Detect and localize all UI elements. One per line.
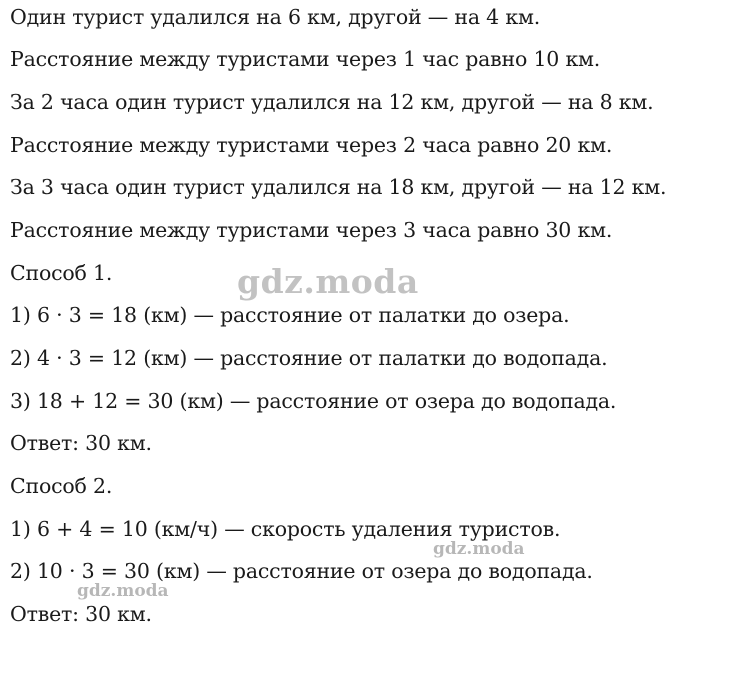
answer-line: Ответ: 30 км. — [10, 602, 152, 626]
solution-step: 1) 6 + 4 = 10 (км/ч) — скорость удаления туристов. — [10, 517, 561, 541]
text-line: Расстояние между туристами через 1 час равно 10 км. — [10, 47, 601, 71]
answer-line: Ответ: 30 км. — [10, 431, 152, 455]
solution-step: 2) 4 · 3 = 12 (км) — расстояние от палатки до водопада. — [10, 346, 608, 370]
method-heading: Способ 2. — [10, 474, 113, 498]
solution-step: 3) 18 + 12 = 30 (км) — расстояние от озера до водопада. — [10, 389, 617, 413]
text-line: За 3 часа один турист удалился на 18 км, другой — на 12 км. — [10, 175, 667, 199]
solution-step: 2) 10 · 3 = 30 (км) — расстояние от озера до водопада. — [10, 559, 593, 583]
watermark-large: gdz.moda — [237, 262, 419, 301]
solution-step: 1) 6 · 3 = 18 (км) — расстояние от палатки до озера. — [10, 303, 570, 327]
text-line: Расстояние между туристами через 3 часа равно 30 км. — [10, 218, 613, 242]
text-line: Расстояние между туристами через 2 часа равно 20 км. — [10, 133, 613, 157]
watermark-small: gdz.moda — [77, 581, 169, 601]
method-heading: Способ 1. — [10, 261, 113, 285]
text-line: Один турист удалился на 6 км, другой — на 4 км. — [10, 5, 541, 29]
text-line: За 2 часа один турист удалился на 12 км, другой — на 8 км. — [10, 90, 654, 114]
watermark-medium: gdz.moda — [433, 539, 525, 559]
